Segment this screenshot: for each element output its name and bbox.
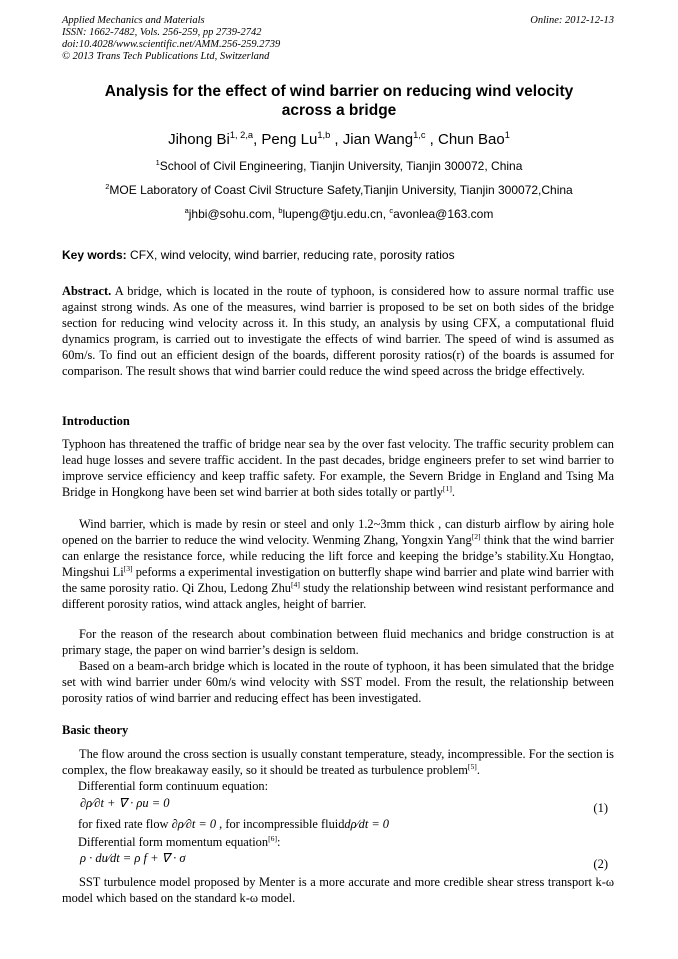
paragraph-text: The flow around the cross section is usually constant temperature, steady, incompressible. For the section is complex, the flow breakaway easily, so it should be treated as turbulence problem: [62, 747, 614, 777]
email-link[interactable]: avonlea@163.com: [393, 207, 494, 221]
section-heading-introduction: Introduction: [62, 414, 130, 428]
keywords: [62, 247, 616, 263]
affiliation-text: School of Civil Engineering, Tianjin University, Tianjin 300072, China: [159, 159, 523, 173]
theory-paragraph-2: SST turbulence model proposed by Menter is a more accurate and more credible shear stress transport k-ω model which based on the standard k-ω model.: [62, 875, 614, 905]
email-sup: a: [184, 206, 189, 215]
citation-ref: [2]: [471, 531, 481, 541]
equation-1: ∂ρ∕∂t + ∇ · ρu = 0: [80, 796, 170, 810]
paragraph-text: Typhoon has threatened the traffic of bridge near sea by the over fast velocity. The traffic security problem can lead huge losses and severe traffic accident. In the past decades, bridge engineers prefer to set wind barrier to improve service efficiency and keep traffic safety. For example, the Severn Bridge in England and Tsing Ma Bridge in Hongkong have been set wind barrier at both sides totally or partly: [62, 437, 614, 499]
author-name: Jian Wang: [342, 131, 414, 148]
author-name: Peng Lu: [261, 131, 318, 148]
email-sup: b: [278, 206, 283, 215]
author-sep: ,: [425, 131, 438, 148]
author-sup: 1: [504, 130, 510, 140]
citation-ref: [3]: [123, 563, 133, 573]
author-sep: ,: [253, 131, 262, 148]
journal-name: Applied Mechanics and Materials: [62, 15, 205, 26]
author-emails: [50, 206, 628, 222]
paragraph-text: .: [476, 763, 480, 777]
fixed-rate-line: [78, 816, 389, 832]
inline-equation: ∂ρ∕∂t = 0: [171, 817, 217, 831]
intro-paragraph-1: [62, 436, 614, 500]
email-sup: c: [389, 206, 394, 215]
email-link[interactable]: lupeng@tju.edu.cn,: [282, 207, 390, 221]
intro-paragraph-2: [62, 516, 614, 612]
equation-1-number: (1): [593, 801, 608, 815]
inline-equation: dρ∕dt = 0: [344, 817, 390, 831]
abstract-label: Abstract.: [62, 284, 112, 298]
title-line-2: across a bridge: [281, 102, 397, 119]
author-name: Jihong Bi: [168, 131, 230, 148]
citation-ref: [6]: [268, 833, 278, 843]
paper-title: [62, 82, 616, 120]
line-text: :: [277, 835, 281, 849]
affiliation-sup: 1: [155, 158, 160, 167]
issn: ISSN: 1662-7482, Vols. 256-259, pp 2739-2742: [62, 27, 262, 38]
paragraph-text: study the relationship between wind resistant performance and different porosity ratios, wind attack angles, height of barrier.: [62, 581, 614, 611]
author-list: [62, 130, 616, 150]
intro-paragraph-3: For the reason of the research about combination between fluid mechanics and bridge construction is at primary stage, the paper on wind barrier’s design is seldom.: [62, 627, 614, 657]
journal-header: [62, 15, 280, 63]
doi[interactable]: doi:10.4028/www.scientific.net/AMM.256-259.2739: [62, 39, 281, 50]
momentum-label: [78, 834, 280, 850]
section-heading-basic-theory: Basic theory: [62, 723, 129, 737]
author-sup: 1,b: [317, 130, 331, 140]
line-text: Differential form momentum equation: [78, 835, 269, 849]
affiliation-2: [50, 182, 628, 198]
online-date: Online: 2012-12-13: [530, 15, 614, 26]
line-text: , for incompressible fluid: [216, 817, 345, 831]
abstract-text: A bridge, which is located in the route of typhoon, is considered how to assure normal traffic use against strong winds. As one of the measures, wind barrier is proposed to be set on both sides of the bridge section for reducing wind velocity across it. In this study, an analysis by using CFX, a computational fluid dynamics program, is carried out to investigate the effects of wind barrier. The speed of wind is assumed as 60m/s. To find out an efficient design of the boards, different porosity ratios(r) of the boards is assumed for comparison. The result shows that wind barrier could reduce the wind speed across the bridge effectively.: [62, 284, 614, 378]
email-link[interactable]: jhbi@sohu.com,: [188, 207, 279, 221]
equation-2: ρ · du∕dt = ρ f + ∇ · σ: [80, 851, 186, 865]
citation-ref: [1]: [442, 483, 452, 493]
affiliation-1: [50, 158, 628, 174]
title-line-1: Analysis for the effect of wind barrier on reducing wind velocity: [104, 83, 574, 100]
paragraph-text: peforms a experimental investigation on butterfly shape wind barrier and plate wind barrier with the same porosity ratio. Qi Zhou, Ledong Zhu: [62, 565, 615, 595]
paragraph-text: Wind barrier, which is made by resin or steel and only 1.2~3mm thick , can disturb airflow by airing hole opened on the barrier to reduce the wind velocity. Wenming Zhang, Yongxin Yang: [62, 517, 614, 547]
keywords-label: Key words:: [62, 248, 127, 262]
theory-paragraph-1: [62, 746, 614, 778]
line-text: for fixed rate flow: [78, 817, 172, 831]
paragraph-text: think that the wind barrier can enlarge the resistance force, while reducing the lift force and keeping the bridge’s stability.Xu Hongtao, Mingshui Li: [62, 533, 614, 579]
affiliation-text: MOE Laboratory of Coast Civil Structure Safety,Tianjin University, Tianjin 300072,China: [109, 183, 573, 197]
author-sup: 1,c: [413, 130, 426, 140]
copyright: © 2013 Trans Tech Publications Ltd, Switzerland: [62, 51, 270, 62]
citation-ref: [5]: [467, 761, 477, 771]
continuity-label: Differential form continuum equation:: [78, 779, 269, 793]
abstract: [62, 283, 614, 379]
intro-paragraph-4: Based on a beam-arch bridge which is located in the route of typhoon, it has been simulated that the bridge set with wind barrier under 60m/s wind velocity with SST model. From the result, the relationship between porosity ratios of wind barrier and reducing effect has been investigated.: [62, 659, 614, 705]
citation-ref: [4]: [290, 579, 300, 589]
author-sup: 1, 2,a: [229, 130, 254, 140]
paragraph-text: .: [451, 485, 455, 499]
equation-2-number: (2): [593, 857, 608, 871]
keywords-text: CFX, wind velocity, wind barrier, reducing rate, porosity ratios: [126, 248, 455, 262]
author-sep: ,: [330, 131, 343, 148]
author-name: Chun Bao: [438, 131, 505, 148]
affiliation-sup: 2: [105, 182, 110, 191]
